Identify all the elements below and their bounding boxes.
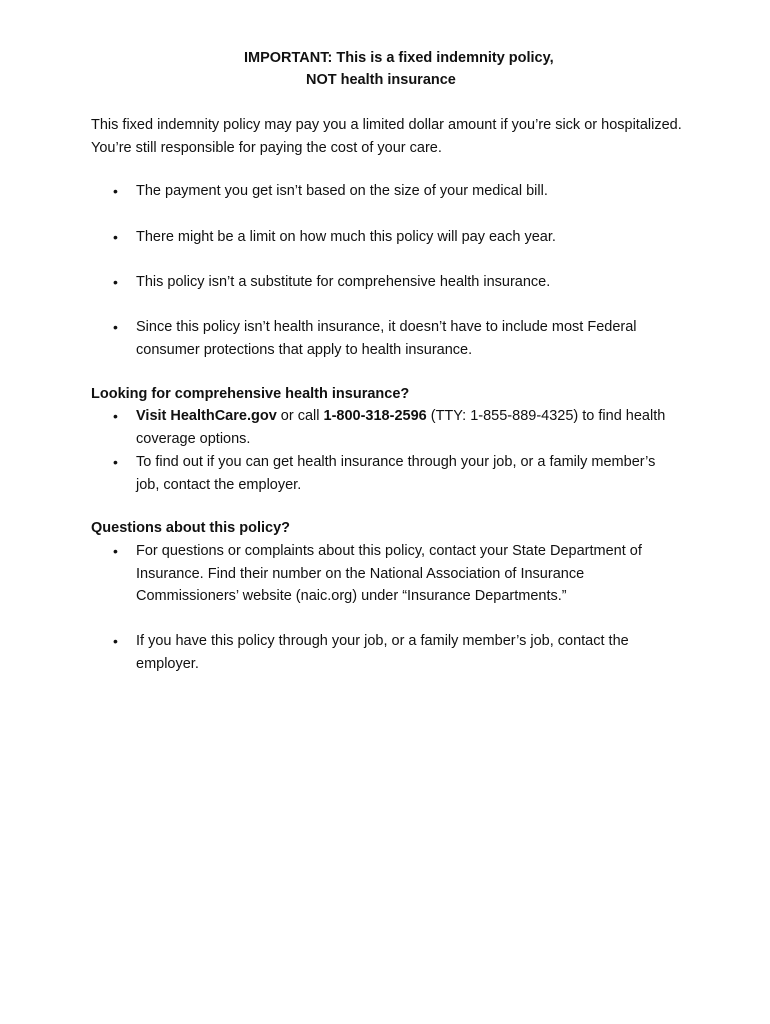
notice-heading-line1: IMPORTANT: This is a fixed indemnity policy, (244, 50, 554, 66)
bullet-icon: • (113, 319, 118, 335)
bullet-icon: • (113, 183, 118, 199)
bullet-icon: • (113, 543, 118, 559)
bullet-icon: • (113, 274, 118, 290)
bullet-icon: • (113, 454, 118, 470)
comprehensive-item-text (136, 405, 676, 450)
questions-item-text: For questions or complaints about this policy, contact your State Department of Insurance. Find their number on the National Association of Insurance Commissioners’ website (naic.org) under “Insurance Departments.” (136, 543, 642, 604)
bullet-icon: • (113, 229, 118, 245)
questions-item-text: If you have this policy through your job, or a family member’s job, contact the employer. (136, 633, 629, 672)
notice-point-text: There might be a limit on how much this policy will pay each year. (136, 229, 556, 245)
phone-number: 1-800-318-2596 (323, 408, 427, 424)
notice-point-text: Since this policy isn’t health insurance, it doesn’t have to include most Federal consumer protections that apply to health insurance. (136, 319, 637, 358)
notice-point-text: This policy isn’t a substitute for comprehensive health insurance. (136, 274, 551, 290)
bullet-icon: • (113, 633, 118, 649)
or-call-text: or call (276, 408, 324, 424)
comprehensive-item-text: To find out if you can get health insurance through your job, or a family member’s job, contact the employer. (136, 454, 656, 493)
bullet-icon: • (113, 408, 118, 424)
comprehensive-section-title: Looking for comprehensive health insurance? (91, 386, 410, 402)
intro-paragraph: This fixed indemnity policy may pay you a limited dollar amount if you’re sick or hospitalized. You’re still responsible for paying the cost of your care. (91, 117, 682, 156)
notice-heading-line2: NOT health insurance (306, 72, 456, 88)
healthcare-gov-link[interactable]: Visit HealthCare.gov (136, 408, 277, 424)
tty-text: (TTY: 1-855-889-4325) to find health coverage options. (136, 408, 666, 447)
notice-point-text: The payment you get isn’t based on the size of your medical bill. (136, 183, 548, 199)
questions-section-title: Questions about this policy? (91, 520, 290, 536)
